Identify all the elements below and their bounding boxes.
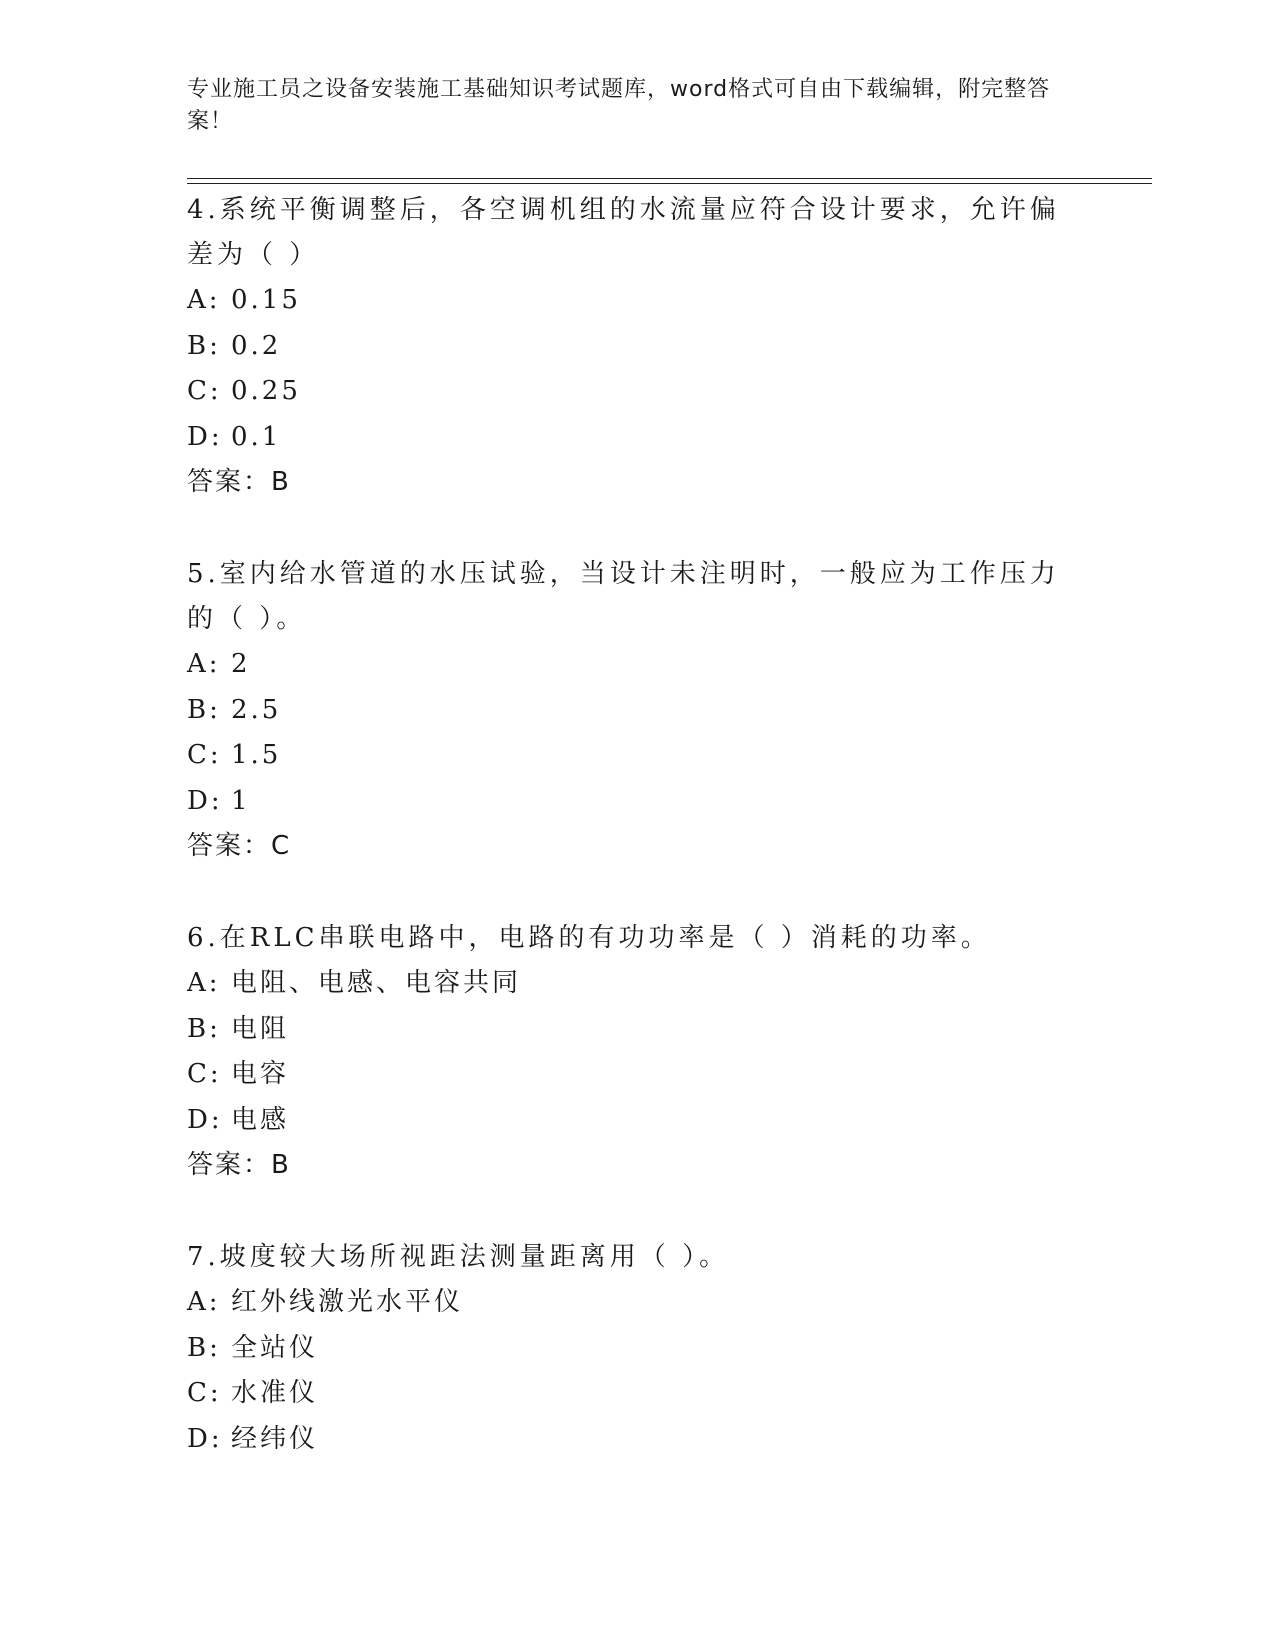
option-b bbox=[187, 1007, 1067, 1053]
option-letter: B: bbox=[187, 1013, 221, 1044]
option-text: 1.5 bbox=[231, 740, 282, 770]
answer-line: 答案：B bbox=[187, 467, 291, 497]
option-letter: C: bbox=[187, 740, 222, 770]
option-text: 0.25 bbox=[231, 376, 301, 406]
option-b bbox=[187, 1326, 1067, 1372]
option-text: 经纬仪 bbox=[231, 1423, 319, 1454]
question-4 bbox=[187, 188, 1067, 504]
option-a bbox=[187, 1280, 1067, 1326]
option-letter: D: bbox=[187, 421, 223, 452]
option-b bbox=[187, 688, 1067, 734]
option-a bbox=[187, 961, 1067, 1007]
option-letter: B: bbox=[187, 694, 221, 725]
option-text: 电感 bbox=[231, 1104, 290, 1135]
option-c bbox=[187, 733, 1067, 779]
option-text: 电阻 bbox=[231, 1013, 290, 1044]
option-text: 红外线激光水平仪 bbox=[231, 1287, 464, 1317]
option-d bbox=[187, 1098, 1067, 1144]
option-b bbox=[187, 324, 1067, 370]
option-text: 0.2 bbox=[231, 330, 282, 361]
option-d bbox=[187, 1417, 1067, 1463]
header-divider-top bbox=[187, 178, 1152, 179]
option-letter: B: bbox=[187, 1332, 221, 1363]
option-text: 水准仪 bbox=[231, 1378, 319, 1408]
question-stem: 7.坡度较大场所视距法测量距离用（ ）。 bbox=[187, 1242, 730, 1272]
option-letter: D: bbox=[187, 1423, 223, 1454]
option-letter: C: bbox=[187, 1059, 222, 1089]
document-header: 专业施工员之设备安装施工基础知识考试题库，word格式可自由下载编辑，附完整答案！ bbox=[187, 77, 1051, 134]
option-d bbox=[187, 415, 1067, 461]
question-stem: 6.在RLC串联电路中，电路的有功功率是（ ）消耗的功率。 bbox=[187, 923, 991, 953]
answer-line: 答案：C bbox=[187, 831, 292, 861]
option-a bbox=[187, 278, 1067, 324]
option-a bbox=[187, 642, 1067, 688]
option-text: 2 bbox=[231, 649, 251, 679]
question-5 bbox=[187, 552, 1067, 868]
option-c bbox=[187, 1052, 1067, 1098]
option-text: 电阻、电感、电容共同 bbox=[231, 968, 522, 998]
option-letter: D: bbox=[187, 1104, 223, 1135]
option-letter: B: bbox=[187, 330, 221, 361]
option-letter: A: bbox=[187, 1287, 221, 1317]
answer-line: 答案：B bbox=[187, 1150, 291, 1180]
option-letter: D: bbox=[187, 785, 223, 816]
option-letter: A: bbox=[187, 968, 221, 998]
option-letter: A: bbox=[187, 285, 221, 315]
option-text: 电容 bbox=[231, 1059, 290, 1089]
question-stem: 4.系统平衡调整后，各空调机组的水流量应符合设计要求，允许偏差为（ ） bbox=[187, 195, 1060, 270]
option-d bbox=[187, 779, 1067, 825]
option-letter: C: bbox=[187, 1378, 222, 1408]
option-text: 0.1 bbox=[231, 421, 282, 452]
question-7 bbox=[187, 1235, 1067, 1462]
option-text: 2.5 bbox=[231, 694, 282, 725]
option-c bbox=[187, 369, 1067, 415]
option-text: 0.15 bbox=[231, 285, 301, 315]
option-letter: C: bbox=[187, 376, 222, 406]
option-text: 全站仪 bbox=[231, 1332, 319, 1363]
question-6 bbox=[187, 916, 1067, 1187]
option-letter: A: bbox=[187, 649, 221, 679]
option-c bbox=[187, 1371, 1067, 1417]
option-text: 1 bbox=[231, 785, 251, 816]
question-stem: 5.室内给水管道的水压试验，当设计未注明时，一般应为工作压力的（ ）。 bbox=[187, 559, 1060, 634]
header-divider-bottom bbox=[187, 183, 1152, 184]
